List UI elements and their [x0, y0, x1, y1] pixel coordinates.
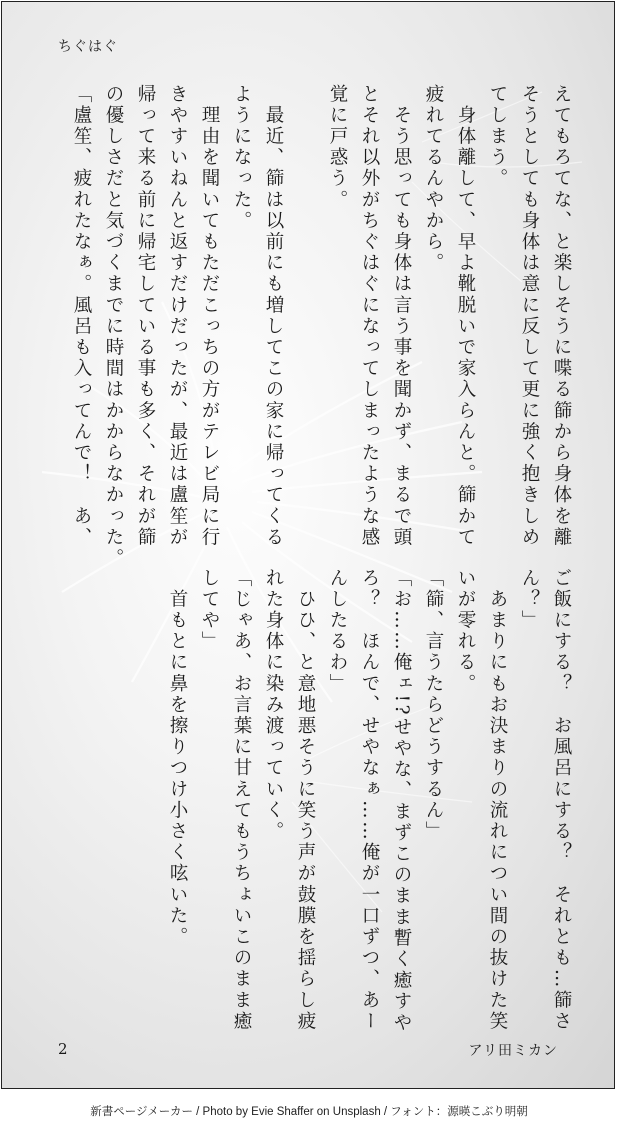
text-column: ようになった。: [231, 84, 252, 232]
text-column: てしまう。: [487, 84, 508, 190]
credit-line: 新書ページメーカー / Photo by Evie Shaffer on Unsplash / フォント：源暎こぶり明朝: [90, 1106, 528, 1118]
text-column: 「盧笙、疲れたなぁ。風呂も入ってんで！ あ、: [71, 84, 92, 549]
text-column: そうとしても身体は意に反して更に強く抱きしめ: [519, 84, 540, 549]
page-number: 2: [58, 1040, 68, 1058]
text-column: 「じゃあ、お言葉に甘えてもうちょいこのまま癒: [231, 568, 252, 1033]
text-column: れた身体に染み渡っていく。: [263, 568, 284, 843]
author-name: アリ田ミカン: [468, 1043, 558, 1059]
book-title: ちぐはぐ: [58, 39, 118, 55]
text-column: 最近、篩は以前にも増してこの家に帰ってくる: [263, 84, 284, 549]
text-column: ご飯にする？ お風呂にする？ それとも…篩さ: [551, 568, 572, 1033]
text-column: 「お……俺ェ!?せやな、まずこのまま暫く癒すや: [391, 568, 412, 1034]
text-column: 「篩、言うたらどうするん」: [423, 568, 444, 843]
text-column: 理由を聞いてもただこっちの方がテレビ局に行: [199, 84, 220, 549]
text-column: 覚に戸惑う。: [327, 84, 348, 211]
page-frame: [1, 1, 615, 1089]
text-column: 帰って来る前に帰宅している事も多く、それが篩: [135, 84, 156, 549]
text-column: ひひ、と意地悪そうに笑う声が鼓膜を揺らし疲: [295, 568, 316, 1033]
text-column: んしたるわ」: [327, 568, 348, 695]
text-column: 首もとに鼻を擦りつけ小さく呟いた。: [167, 568, 188, 948]
text-column: [282, 84, 314, 534]
text-column: きやすいねんと返すだけだったが、最近は盧笙が: [167, 84, 188, 549]
text-column: とそれ以外がちぐはぐになってしまったような感: [359, 84, 380, 549]
text-column: の優しさだと気づくまでに時間はかからなかった。: [103, 84, 124, 570]
text-column: してや」: [199, 568, 220, 653]
text-column: いが零れる。: [455, 568, 476, 695]
text-column: えてもろてな、と楽しそうに喋る篩から身体を離: [551, 84, 572, 549]
text-column: ん？」: [519, 568, 540, 632]
text-column: 疲れてるんやから。: [423, 84, 444, 274]
text-column: ろ？ ほんで、せやなぁ……俺が一口ずつ、あー: [359, 568, 380, 1033]
body-text-upper: [40, 84, 572, 570]
text-column: そう思っても身体は言う事を聞かず、まるで頭: [391, 84, 412, 549]
body-text-lower: [40, 568, 572, 1034]
text-column: あまりにもお決まりの流れについ間の抜けた笑: [487, 568, 508, 1033]
text-column: 身体離して、早よ靴脱いで家入らんと。篩かて: [455, 84, 476, 549]
